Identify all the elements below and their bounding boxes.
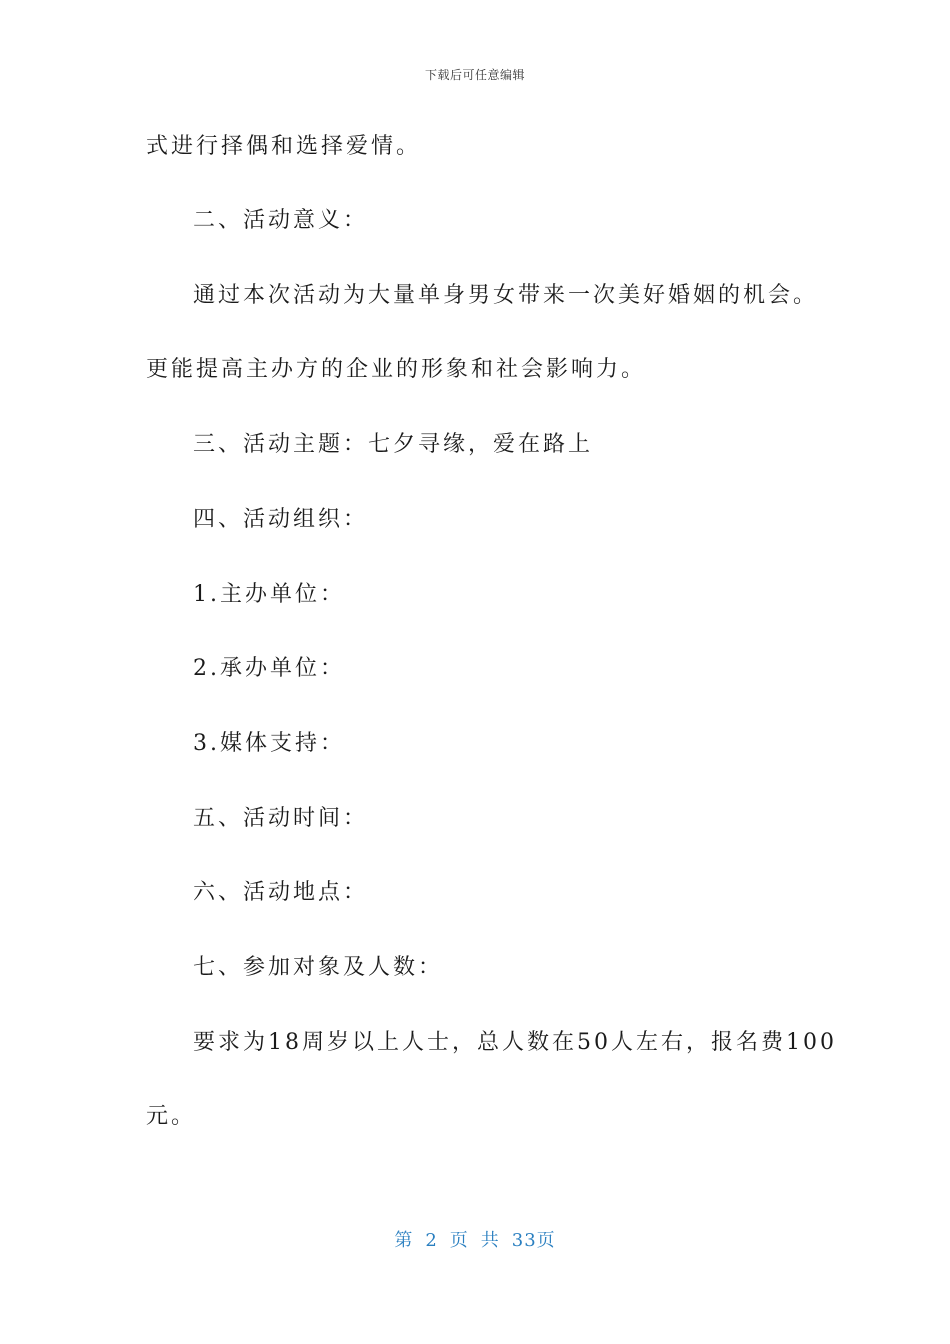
footer-total-word: 共 — [480, 1230, 500, 1251]
list-item: 3.媒体支持： — [193, 731, 345, 756]
footer-prefix: 第 — [394, 1230, 414, 1251]
page-header-note: 下载后可任意编辑 — [424, 68, 525, 82]
section-heading: 三、活动主题：七夕寻缘，爱在路上 — [193, 432, 594, 457]
section-heading: 五、活动时间： — [193, 806, 369, 831]
paragraph-line: 式进行择偶和选择爱情。 — [146, 134, 422, 159]
section-heading: 四、活动组织： — [193, 507, 369, 532]
section-heading: 二、活动意义： — [193, 208, 369, 233]
footer-page-word: 页 — [449, 1230, 469, 1251]
footer-total-pages: 33页 — [511, 1230, 556, 1251]
paragraph-line: 元。 — [146, 1104, 197, 1129]
page-footer — [0, 1226, 950, 1252]
section-heading: 六、活动地点： — [193, 880, 369, 905]
paragraph-line: 更能提高主办方的企业的形象和社会影响力。 — [146, 357, 647, 382]
footer-current-page: 2 — [425, 1230, 438, 1251]
list-item: 2.承办单位： — [193, 656, 345, 681]
paragraph-line: 通过本次活动为大量单身男女带来一次美好婚姻的机会。 — [193, 283, 819, 308]
section-heading: 七、参加对象及人数： — [193, 955, 444, 980]
paragraph-line: 要求为18周岁以上人士，总人数在50人左右，报名费100 — [193, 1030, 837, 1055]
list-item: 1.主办单位： — [193, 582, 345, 607]
